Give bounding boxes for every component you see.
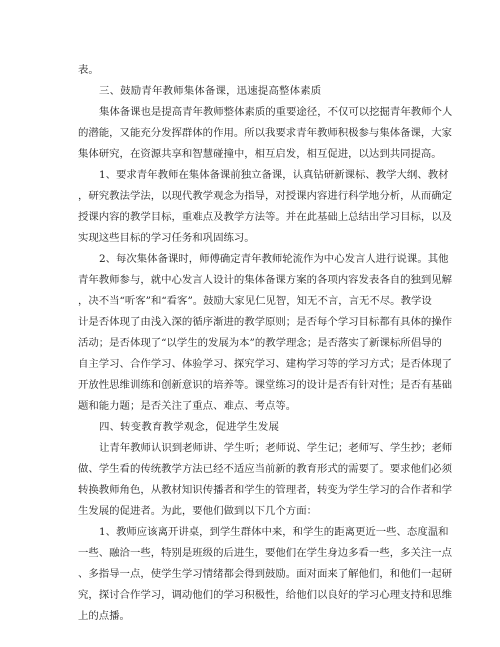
text-line: 1、教师应该离开讲桌，到学生群体中来，和学生的距离更近一些、态度温和 bbox=[99, 526, 449, 538]
text-line: 活动；是否体现了“以学生的发展为本”的教学理念；是否落实了新课标所倡导的 bbox=[78, 337, 442, 349]
text-line: 生发展的促进者。为此，要他们做到以下几个方面： bbox=[78, 505, 317, 517]
text-line: 上的点播。 bbox=[78, 610, 130, 622]
text-line: 集体备课也是提高青年教师整体素质的重要途径，不仅可以挖掘青年教师个人 bbox=[99, 106, 453, 118]
text-line: ，决不当“听客”和“看客”。鼓励大家见仁见智，知无不言，言无不尽。教学设 bbox=[78, 295, 432, 307]
text-line: 1、要求青年教师在集体备课前独立备课，认真钻研新课标、教学大纲、教材 bbox=[99, 169, 449, 181]
text-line: 题和能力题；是否关注了重点、难点、考点等。 bbox=[78, 400, 297, 412]
text-line: 青年教师参与，就中心发言人设计的集体备课方案的各项内容发表各自的独到见解 bbox=[78, 274, 453, 286]
text-line: 做、学生看的传统教学方法已经不适应当前新的教育形式的需要了。要求他们必须 bbox=[78, 463, 453, 475]
text-line: 究，探讨合作学习，调动他们的学习积极性，给他们以良好的学习心理支持和思维 bbox=[78, 589, 453, 601]
text-line: 授课内容的教学目标，重难点及教学方法等。并在此基础上总结出学习目标，以及 bbox=[78, 211, 453, 223]
section-heading: 四、转变教育教学观念，促进学生发展 bbox=[99, 421, 280, 433]
text-line: 自主学习、合作学习、体验学习、探究学习、建构学习等的学习方式；是否体现了 bbox=[78, 358, 453, 370]
text-line: 的潜能，又能充分发挥群体的作用。所以我要求青年教师积极参与集体备课，大家 bbox=[78, 127, 453, 139]
text-line: 2、每次集体备课时，师傅确定青年教师轮流作为中心发言人进行说课。其他 bbox=[99, 253, 449, 265]
text-line: 转换教师角色，从教材知识传播者和学生的管理者，转变为学生学习的合作者和学 bbox=[78, 484, 453, 496]
text-line: 一些、融洽一些，特别是班级的后进生，要他们在学生身边多看一些，多关注一点 bbox=[78, 547, 453, 559]
text-line: 计是否体现了由浅入深的循序渐进的教学原则；是否每个学习目标都有具体的操作 bbox=[78, 316, 453, 328]
text-line: ，研究教法学法，以现代教学观念为指导，对授课内容进行科学地分析，从而确定 bbox=[78, 190, 453, 202]
text-line: 让青年教师认识到老师讲、学生听；老师说、学生记；老师写、学生抄；老师 bbox=[99, 442, 453, 454]
text-line: 实现这些目标的学习任务和巩固练习。 bbox=[78, 232, 255, 244]
text-line: 开放性思维训练和创新意识的培养等。课堂练习的设计是否有针对性；是否有基础 bbox=[78, 379, 453, 391]
section-heading: 三、鼓励青年教师集体备课，迅速提高整体素质 bbox=[99, 85, 322, 97]
text-line: 表。 bbox=[78, 64, 99, 76]
text-line: 、多指导一点，使学生学习情绪都会得到鼓励。面对面来了解他们，和他们一起研 bbox=[78, 568, 453, 580]
text-line: 集体研究，在资源共享和智慧碰撞中，相互启发，相互促进，以达到共同提高。 bbox=[78, 148, 442, 160]
